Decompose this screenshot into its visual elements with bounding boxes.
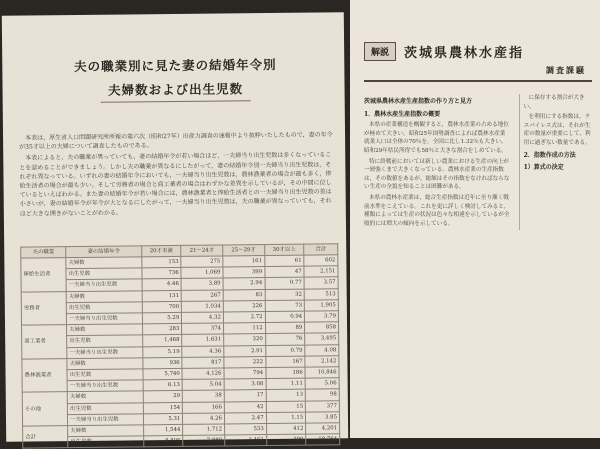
- right-header: [364, 42, 592, 61]
- item-label-cell: 夫婦数: [67, 324, 143, 336]
- item-label-cell: 一夫婦当り出生児数: [66, 279, 142, 291]
- value-cell: 222: [224, 356, 266, 368]
- body-paragraph: 本表によると，夫の職業が異っていても，妻の結婚年令が若い場合ほど，一夫婦当り出生児数は多くなっていることを認めることができましょう。しかし夫の職業が異なるにしたがって，妻の結婚年令別一夫婦当り出生児数は，それぞれ異なっている。いずれの妻の結婚年令においても，一夫婦当り出生児数は，農林漁業者の場合が最も多く，俸給生活者の場合が最も少い。そして労務者の場合と商工業者の場合はわずかな差異を示しているが，その中間に位しているといえばわかる。また妻の結婚年令が若い場合には，農林漁業者と俸給生活者との一夫婦当り出生児数の差は小さいが，妻の結婚年令が年令が大となるにしたがって，一夫婦当り出生児数は，夫の職業が異なっていても，それほど大きな開きがないことがわかる。: [19, 151, 332, 218]
- column-paragraph: 特に終戦前においては新しい農業における生産の向上が一層強くまで大きくなっている。農林水産業の生産指数は，その数値をあるが，総額はその指数をなければならない生産の全貌を知ることは困難がある。: [364, 158, 510, 191]
- value-cell: 2.47: [224, 412, 266, 424]
- commentary-badge: 解説: [364, 42, 396, 61]
- section-title: 茨城県農林水産生産指数の作り方と見方: [364, 98, 473, 105]
- value-cell: 112: [223, 323, 265, 335]
- value-cell: 32: [265, 289, 305, 301]
- value-cell: 3,495: [305, 333, 339, 345]
- value-cell: 4.26: [183, 413, 225, 425]
- header-cell: 夫の職業: [21, 246, 66, 258]
- item-label-cell: 夫婦数: [66, 257, 142, 269]
- subsection-2: 2．指数作成の方法: [523, 151, 576, 159]
- value-cell: 5.29: [142, 312, 182, 324]
- value-cell: 2.72: [223, 312, 265, 324]
- value-cell: 2,142: [305, 356, 339, 368]
- header-cell: 25～29才: [223, 244, 265, 256]
- column-paragraph: に保存する割合が大きい。: [523, 95, 585, 110]
- value-cell: 4,201: [306, 423, 340, 435]
- value-cell: 4.08: [305, 344, 339, 356]
- header-cell: 21～24才: [181, 245, 223, 257]
- value-cell: 3.57: [304, 277, 338, 289]
- occupation-cell: 農林漁業者: [22, 358, 67, 392]
- header-rule: [364, 80, 592, 82]
- value-cell: 3.89: [181, 278, 223, 290]
- header-cell: 妻の結婚年令: [66, 246, 142, 258]
- value-cell: 4.46: [142, 279, 182, 291]
- column-b: [519, 94, 592, 230]
- header-cell: 合計: [304, 244, 338, 256]
- occupation-cell: 労務者: [21, 291, 66, 325]
- value-cell: 15: [266, 401, 306, 413]
- value-cell: 320: [224, 334, 266, 346]
- body-paragraph: 本表は，厚生省人口問題研究所所報の第六次（昭和27年）出産力調査の速報中より抜粋いたしたもので，妻の年令が35才以上の夫婦について調査したものである。: [19, 131, 333, 151]
- value-cell: 399: [223, 267, 265, 279]
- item-label-cell: 夫婦数: [68, 425, 144, 437]
- value-cell: 131: [142, 290, 182, 302]
- item-label-cell: 出生児数: [66, 268, 142, 280]
- value-cell: 1,034: [182, 301, 224, 313]
- article-body: [19, 130, 334, 218]
- table-body: [21, 255, 340, 449]
- occupation-cell: 合計: [23, 426, 68, 449]
- value-cell: 10,846: [305, 367, 339, 379]
- article-title-line2: 夫婦数および出生児数: [107, 81, 244, 98]
- value-cell: 513: [304, 288, 338, 300]
- column-paragraph: 本県の産業構造を概観すると，農林水産業の占める地位が極めて大きい。昭和25年国勢調査によれば農林水産業就業人口は全体の70％を，全国に比し1.32％も大きい。昭和29年県民所得でも58％と大きな割合をしめている。: [364, 122, 509, 154]
- value-cell: 76: [265, 334, 305, 346]
- value-cell: 2.91: [224, 345, 266, 357]
- item-label-cell: 夫婦数: [67, 358, 143, 370]
- header-cell: 20才未満: [141, 245, 181, 257]
- value-cell: 1,544: [143, 425, 183, 437]
- value-cell: 412: [266, 423, 306, 435]
- item-label-cell: 出生児数: [67, 369, 143, 381]
- value-cell: 283: [142, 324, 182, 336]
- value-cell: 817: [182, 357, 224, 369]
- value-cell: 98: [305, 389, 339, 401]
- value-cell: 1.15: [266, 412, 306, 424]
- value-cell: 0.94: [265, 311, 305, 323]
- value-cell: 153: [142, 256, 182, 268]
- item-label-cell: 一夫婦当り出生児数: [67, 347, 143, 359]
- value-cell: 3.08: [224, 379, 266, 391]
- value-cell: 700: [142, 301, 182, 313]
- item-label-cell: 出生児数: [66, 302, 142, 314]
- value-cell: 166: [183, 402, 225, 414]
- right-page: [350, 0, 600, 438]
- right-page-subtitle: 調査課騒: [546, 65, 586, 75]
- value-cell: 47: [265, 266, 305, 278]
- occupation-cell: その他: [22, 392, 67, 426]
- value-cell: 858: [305, 322, 339, 334]
- item-label-cell: 一夫婦当り出生児数: [68, 414, 144, 426]
- value-cell: 5.06: [305, 378, 339, 390]
- value-cell: 736: [142, 268, 182, 280]
- value-cell: 1,905: [305, 300, 339, 312]
- item-label-cell: 出生児数: [67, 335, 143, 347]
- value-cell: 38: [183, 390, 225, 402]
- column-a: [364, 94, 511, 230]
- item-label-cell: 一夫婦当り出生児数: [67, 313, 143, 325]
- table-row: [23, 434, 340, 449]
- value-cell: 4,126: [182, 368, 224, 380]
- value-cell: 161: [223, 256, 265, 268]
- occupation-cell: 俸給生活者: [21, 258, 66, 292]
- value-cell: 374: [182, 323, 224, 335]
- value-cell: 1.11: [266, 378, 306, 390]
- value-cell: 83: [223, 289, 265, 301]
- value-cell: 2,151: [304, 266, 338, 278]
- value-cell: 602: [304, 255, 338, 267]
- value-cell: 6.13: [143, 380, 183, 392]
- item-label-cell: 夫婦数: [67, 391, 143, 403]
- value-cell: 167: [266, 356, 306, 368]
- article-title-line1: 夫の職業別に見た妻の結婚年令別: [73, 56, 277, 75]
- subsection-3: 1）算式の決定: [523, 164, 564, 172]
- title-underline: [101, 100, 251, 103]
- value-cell: 61: [264, 255, 304, 267]
- value-cell: 154: [143, 402, 183, 414]
- item-label-cell: 一夫婦当り出生児数: [67, 380, 143, 392]
- value-cell: 794: [224, 368, 266, 380]
- value-cell: 3.85: [306, 412, 340, 424]
- header-cell: 30才以上: [264, 244, 304, 256]
- value-cell: 1,461: [225, 435, 267, 447]
- value-cell: 275: [181, 256, 223, 268]
- column-paragraph: を利用にする指数は，ラスパイレス式は，それが生産の数量が重要にして，利用に過ぎない数量である。: [523, 114, 591, 146]
- item-label-cell: 出生児数: [67, 403, 143, 415]
- value-cell: 29: [143, 391, 183, 403]
- occupation-cell: 商工業者: [22, 325, 67, 359]
- statistics-table: [20, 243, 340, 449]
- value-cell: 1,069: [181, 267, 223, 279]
- value-cell: 13: [266, 390, 306, 402]
- item-label-cell: 夫婦数: [66, 290, 142, 302]
- value-cell: 0.77: [265, 278, 305, 290]
- value-cell: 186: [266, 367, 306, 379]
- value-cell: 0.79: [265, 345, 305, 357]
- value-cell: 267: [181, 290, 223, 302]
- value-cell: 5,740: [143, 368, 183, 380]
- value-cell: 2.94: [223, 278, 265, 290]
- value-cell: 5.19: [142, 346, 182, 358]
- value-cell: 5.31: [143, 413, 183, 425]
- value-cell: 4.36: [182, 346, 224, 358]
- value-cell: 17: [224, 390, 266, 402]
- value-cell: 226: [223, 300, 265, 312]
- value-cell: 5.04: [182, 379, 224, 391]
- value-cell: 18,764: [306, 434, 340, 446]
- value-cell: 42: [224, 401, 266, 413]
- subsection-1: 1．農林水産生産指数の概要: [364, 110, 441, 118]
- value-cell: 1,712: [183, 424, 225, 436]
- value-cell: 936: [143, 357, 183, 369]
- value-cell: 377: [306, 400, 340, 412]
- left-page: [2, 12, 348, 446]
- value-cell: 7,880: [183, 435, 225, 447]
- value-cell: 533: [225, 424, 267, 436]
- value-cell: 1,631: [182, 334, 224, 346]
- value-cell: 8,805: [143, 436, 183, 448]
- value-cell: 1,468: [142, 335, 182, 347]
- column-paragraph: 本県の農林水産業は，総合生産指数は近年に至り漸く戦前水準をこえている。これを更に詳しく検討してみると，種類によっては生産の状況は色々な相違を示しているが全般的には増大の傾向を示している。: [364, 194, 510, 227]
- item-label-cell: 出生児数: [68, 436, 144, 448]
- value-cell: 4.32: [182, 312, 224, 324]
- value-cell: 3.79: [305, 311, 339, 323]
- value-cell: 399: [266, 434, 306, 446]
- right-page-title: 茨城県農林水産指: [404, 46, 525, 61]
- value-cell: 89: [265, 322, 305, 334]
- value-cell: 73: [265, 300, 305, 312]
- right-columns: [364, 94, 592, 230]
